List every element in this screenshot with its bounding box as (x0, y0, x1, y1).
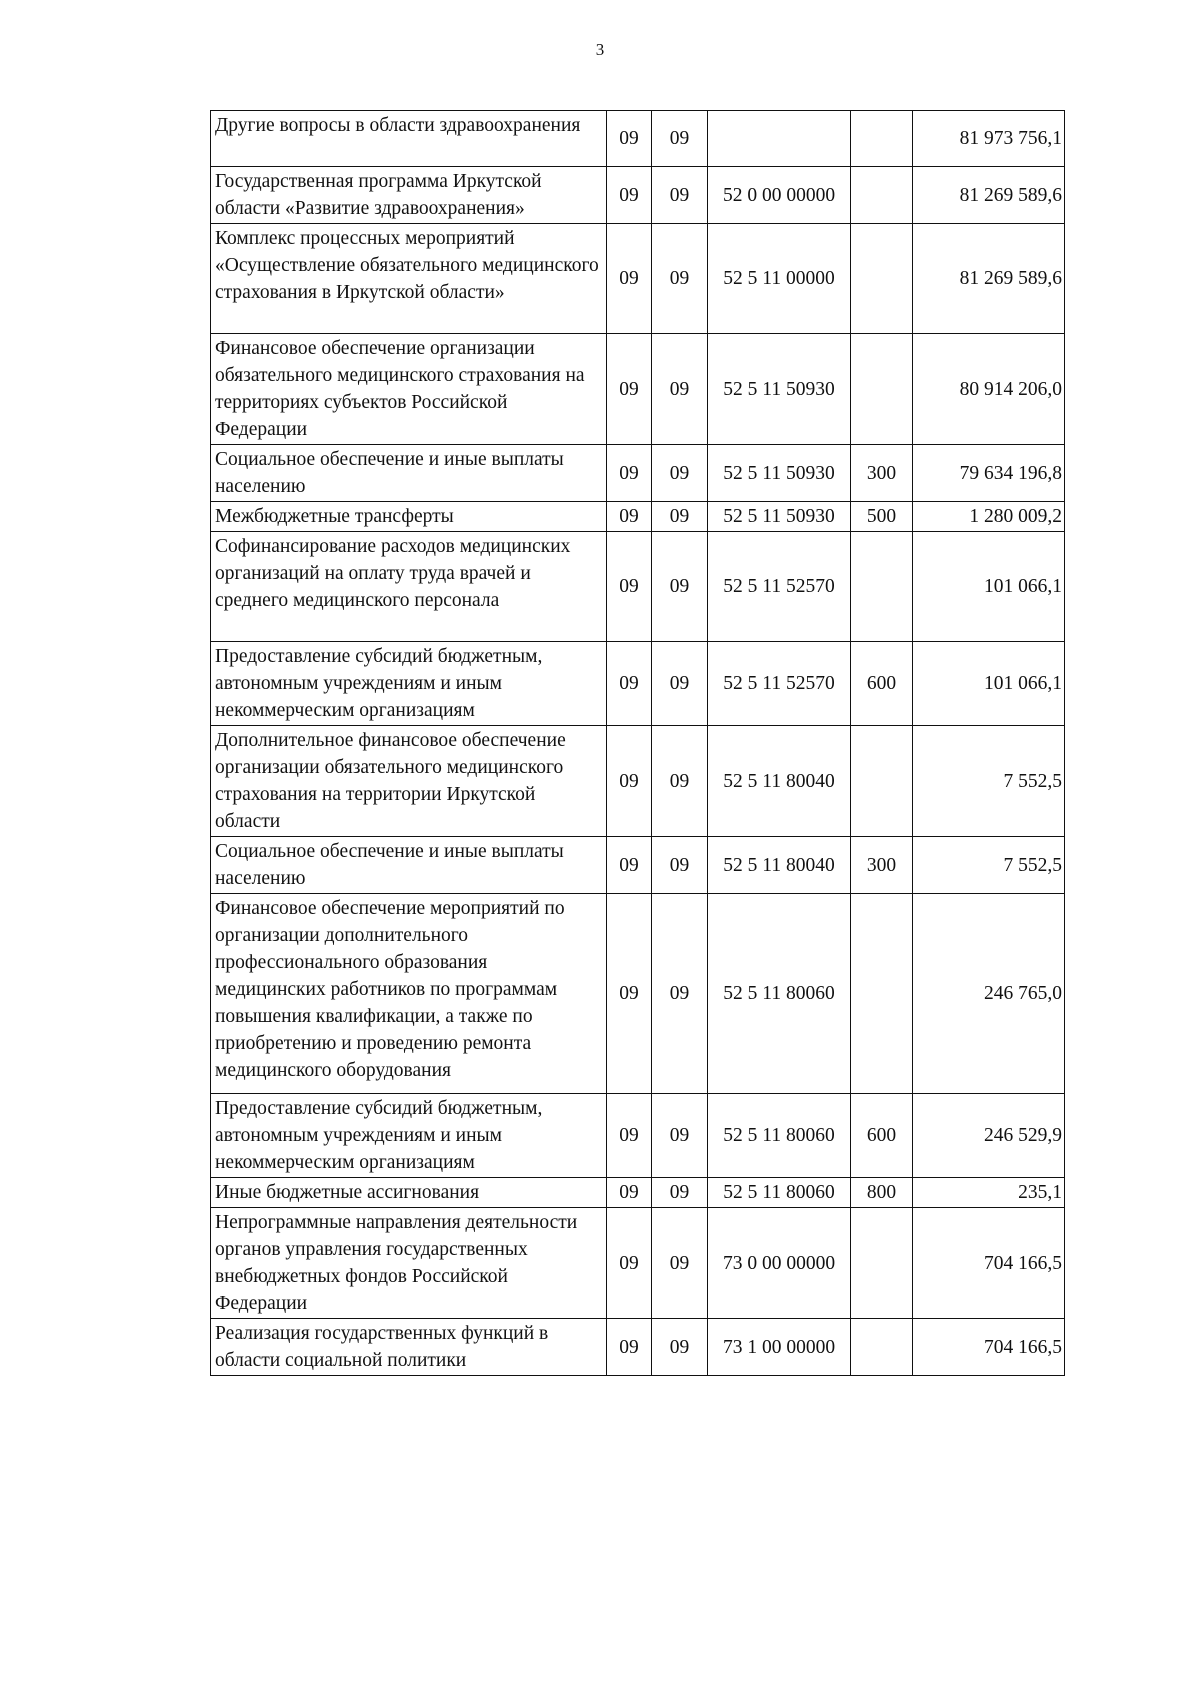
table-row (211, 894, 1065, 1094)
section-code-cell: 09 (607, 642, 652, 726)
section-code-cell: 09 (607, 894, 652, 1094)
amount-cell: 246 529,9 (913, 1094, 1065, 1178)
item-name-cell: Непрограммные направления деятельности органов управления государственных внебюджетных фондов Российской Федерации (211, 1208, 607, 1319)
subsection-code-cell: 09 (652, 1178, 708, 1208)
expense-type-cell (851, 894, 913, 1094)
expense-type-cell (851, 1319, 913, 1376)
section-code-cell: 09 (607, 224, 652, 334)
section-code-cell: 09 (607, 167, 652, 224)
amount-cell: 704 166,5 (913, 1208, 1065, 1319)
target-article-cell: 52 5 11 80040 (708, 726, 851, 837)
section-code-cell: 09 (607, 1094, 652, 1178)
expense-type-cell: 500 (851, 502, 913, 532)
item-name-cell: Комплекс процессных мероприятий «Осуществление обязательного медицинского страхования в Иркутской области» (211, 224, 607, 334)
table-row (211, 532, 1065, 642)
expense-type-cell (851, 726, 913, 837)
subsection-code-cell: 09 (652, 532, 708, 642)
item-name-cell: Предоставление субсидий бюджетным, автономным учреждениям и иным некоммерческим организациям (211, 1094, 607, 1178)
table-body (211, 111, 1065, 1376)
amount-cell: 79 634 196,8 (913, 445, 1065, 502)
item-name-cell: Финансовое обеспечение организации обязательного медицинского страхования на территориях субъектов Российской Федерации (211, 334, 607, 445)
table-row (211, 642, 1065, 726)
target-article-cell: 52 5 11 50930 (708, 334, 851, 445)
table-row (211, 1178, 1065, 1208)
subsection-code-cell: 09 (652, 1319, 708, 1376)
subsection-code-cell: 09 (652, 111, 708, 167)
section-code-cell: 09 (607, 445, 652, 502)
subsection-code-cell: 09 (652, 167, 708, 224)
amount-cell: 80 914 206,0 (913, 334, 1065, 445)
item-name-cell: Софинансирование расходов медицинских организаций на оплату труда врачей и среднего медицинского персонала (211, 532, 607, 642)
expense-type-cell: 300 (851, 445, 913, 502)
subsection-code-cell: 09 (652, 224, 708, 334)
section-code-cell: 09 (607, 334, 652, 445)
target-article-cell: 52 5 11 52570 (708, 532, 851, 642)
target-article-cell: 52 5 11 80060 (708, 894, 851, 1094)
amount-cell: 81 269 589,6 (913, 224, 1065, 334)
subsection-code-cell: 09 (652, 894, 708, 1094)
table-row (211, 111, 1065, 167)
subsection-code-cell: 09 (652, 502, 708, 532)
expense-type-cell (851, 334, 913, 445)
expense-type-cell: 600 (851, 642, 913, 726)
page-number: 3 (595, 40, 605, 59)
target-article-cell: 52 5 11 00000 (708, 224, 851, 334)
target-article-cell: 52 5 11 80040 (708, 837, 851, 894)
table-row (211, 1319, 1065, 1376)
section-code-cell: 09 (607, 111, 652, 167)
table-row (211, 726, 1065, 837)
amount-cell: 101 066,1 (913, 532, 1065, 642)
item-name-cell: Социальное обеспечение и иные выплаты населению (211, 445, 607, 502)
target-article-cell (708, 111, 851, 167)
amount-cell: 81 269 589,6 (913, 167, 1065, 224)
section-code-cell: 09 (607, 532, 652, 642)
section-code-cell: 09 (607, 502, 652, 532)
table-row (211, 1208, 1065, 1319)
section-code-cell: 09 (607, 1319, 652, 1376)
expense-type-cell (851, 167, 913, 224)
target-article-cell: 73 0 00 00000 (708, 1208, 851, 1319)
amount-cell: 246 765,0 (913, 894, 1065, 1094)
subsection-code-cell: 09 (652, 726, 708, 837)
table-row (211, 224, 1065, 334)
item-name-cell: Предоставление субсидий бюджетным, автономным учреждениям и иным некоммерческим организациям (211, 642, 607, 726)
item-name-cell: Государственная программа Иркутской области «Развитие здравоохранения» (211, 167, 607, 224)
section-code-cell: 09 (607, 1208, 652, 1319)
expense-type-cell (851, 224, 913, 334)
expense-type-cell (851, 1208, 913, 1319)
target-article-cell: 52 5 11 50930 (708, 502, 851, 532)
amount-cell: 101 066,1 (913, 642, 1065, 726)
expense-type-cell: 300 (851, 837, 913, 894)
table-row (211, 167, 1065, 224)
subsection-code-cell: 09 (652, 642, 708, 726)
item-name-cell: Реализация государственных функций в области социальной политики (211, 1319, 607, 1376)
target-article-cell: 52 0 00 00000 (708, 167, 851, 224)
subsection-code-cell: 09 (652, 1094, 708, 1178)
target-article-cell: 52 5 11 52570 (708, 642, 851, 726)
table-row (211, 502, 1065, 532)
table-row (211, 445, 1065, 502)
expense-type-cell: 800 (851, 1178, 913, 1208)
subsection-code-cell: 09 (652, 334, 708, 445)
item-name-cell: Иные бюджетные ассигнования (211, 1178, 607, 1208)
item-name-cell: Дополнительное финансовое обеспечение организации обязательного медицинского страхования на территории Иркутской области (211, 726, 607, 837)
item-name-cell: Другие вопросы в области здравоохранения (211, 111, 607, 167)
item-name-cell: Социальное обеспечение и иные выплаты населению (211, 837, 607, 894)
item-name-cell: Финансовое обеспечение мероприятий по организации дополнительного профессионального образования медицинских работников по программам повышения квалификации, а также по приобретению и проведению ремонта медицинского оборудования (211, 894, 607, 1094)
section-code-cell: 09 (607, 837, 652, 894)
target-article-cell: 52 5 11 80060 (708, 1178, 851, 1208)
item-name-cell: Межбюджетные трансферты (211, 502, 607, 532)
subsection-code-cell: 09 (652, 837, 708, 894)
table-row (211, 1094, 1065, 1178)
target-article-cell: 52 5 11 80060 (708, 1094, 851, 1178)
amount-cell: 1 280 009,2 (913, 502, 1065, 532)
amount-cell: 7 552,5 (913, 837, 1065, 894)
amount-cell: 81 973 756,1 (913, 111, 1065, 167)
target-article-cell: 52 5 11 50930 (708, 445, 851, 502)
amount-cell: 7 552,5 (913, 726, 1065, 837)
target-article-cell: 73 1 00 00000 (708, 1319, 851, 1376)
budget-table (210, 110, 1065, 1376)
section-code-cell: 09 (607, 1178, 652, 1208)
table-row (211, 334, 1065, 445)
table-row (211, 837, 1065, 894)
subsection-code-cell: 09 (652, 1208, 708, 1319)
expense-type-cell: 600 (851, 1094, 913, 1178)
expense-type-cell (851, 532, 913, 642)
expense-type-cell (851, 111, 913, 167)
subsection-code-cell: 09 (652, 445, 708, 502)
section-code-cell: 09 (607, 726, 652, 837)
amount-cell: 704 166,5 (913, 1319, 1065, 1376)
amount-cell: 235,1 (913, 1178, 1065, 1208)
